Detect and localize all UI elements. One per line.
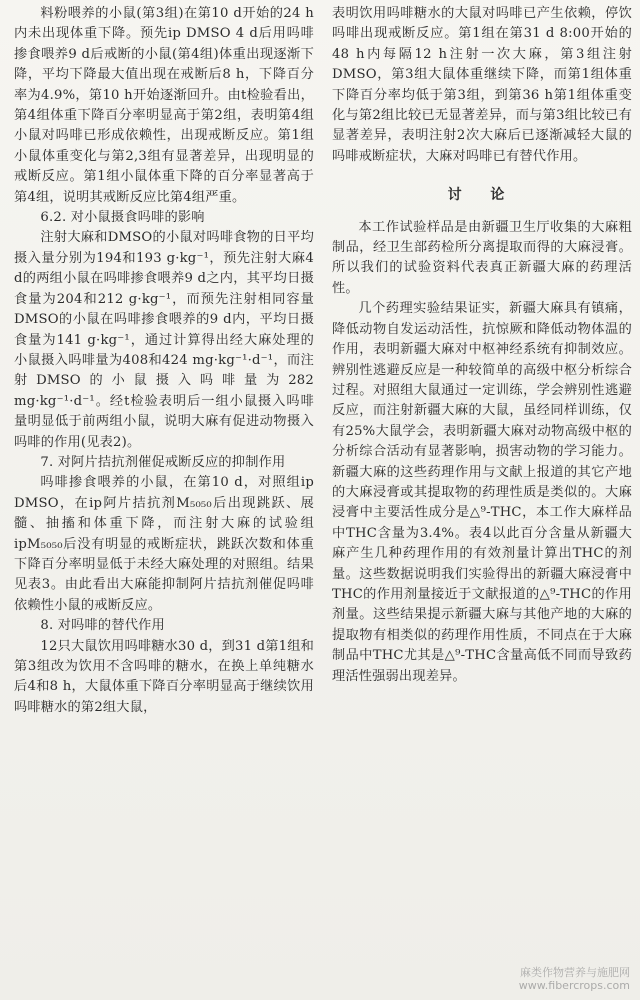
discussion-heading: 讨 论 (447, 187, 517, 204)
paragraph-sample-source: 本工作试验样品是由新疆卫生厅收集的大麻粗制品，经卫生部药检所分离提取而得的大麻浸膏。所以我们的试验资料代表真正新疆大麻的药理活性。 (332, 219, 632, 296)
watermark-url: www.fibercrops.com (518, 979, 630, 992)
paragraph-morphine-intake: 注射大麻和DMSO的小鼠对吗啡食物的日平均摄入量分别为194和193 g·kg⁻¹，预先注射大麻4 d的两组小鼠在吗啡掺食喂养9 d之内，其平均日摄食量为204和212 g·kg⁻¹，而预先注射相同容量DMSO的小鼠在吗啡掺食喂养的9 d内，平均日摄食量为141 g·kg⁻¹，通过计算得出经大麻处理的小鼠摄入吗啡量为408和424 mg·kg⁻¹·d⁻¹，而注射DMSO的小鼠摄入吗啡量为282 mg·kg⁻¹·d⁻¹。经t检验表明后一组小鼠摄入吗啡量明显低于前两组小鼠，说明大麻有促进动物摄入吗啡的作用(见表2)。 (14, 230, 314, 450)
paragraph-antagonist: 吗啡掺食喂养的小鼠，在第10 d，对照组ip DMSO，在ip阿片拮抗剂M₅₀₅₀后出现跳跃、展髓、抽搐和体重下降，而注射大麻的试验组ipM₅₀₅₀后没有明显的戒断症状，跳跃次数和体重下降百分率明显低于未经大麻处理的对照组。结果见表3。由此看出大麻能抑制阿片拮抗剂催促吗啡依赖性小鼠的戒断反应。 (14, 475, 314, 613)
paragraph-pharmacology: 几个药理实验结果证实，新疆大麻具有镇痛，降低动物自发运动活性，抗惊厥和降低动物体温的作用，表明新疆大麻对中枢神经系统有抑制效应。辨别性逃避反应是一种较简单的高级中枢分析综合过程。对照组大鼠通过一定训练，学会辨别性逃避反应，而注射新疆大麻的大鼠，虽经同样训练，仅有25%大鼠学会，表明新疆大麻对动物高级中枢的分析综合活动有显著影响，损害动物的学习能力。新疆大麻的这些药理作用与文献上报道的其它产地的大麻浸膏或其提取物的药理性质是类似的。大麻浸膏中主要活性成分是△⁹-THC，本工作大麻样品中THC含量为3.4%。表4以此百分含量从新疆大麻产生几种药理作用的有效剂量计算出THC的剂量。这些数据说明我们实验得出的新疆大麻浸膏中THC的作用剂量接近于文献报道的△⁹-THC的作用剂量。这些结果提示新疆大麻与其他产地的大麻的提取物有相类似的药理作用性质，不同点在于大麻制品中THC尤其是△⁹-THC含量高低不同而导致药理活性强弱出现差异。 (332, 301, 632, 684)
site-watermark (519, 966, 630, 992)
section-heading-8: 8. 对吗啡的替代作用 (40, 618, 165, 634)
paragraph-weight-results: 料粉喂养的小鼠(第3组)在第10 d开始的24 h内未出现体重下降。预先ip DMSO 4 d后用吗啡掺食喂养9 d后戒断的小鼠(第4组)体重出现逐渐下降，平均下降最大值出现在戒断后8 h，下降百分率为4.9%，第10 h开始逐渐回升。由t检验看出，第4组体重下降百分率明显高于第2组，表明第4组小鼠对吗啡已形成依赖性，出现戒断反应。第1组小鼠体重变化与第2,3组有显著差异，出现明显的戒断反应。第1组小鼠体重下降的百分率显著高于第4组，说明其戒断反应比第4组严重。 (14, 6, 314, 205)
section-heading-7: 7. 对阿片拮抗剂催促戒断反应的抑制作用 (40, 454, 286, 470)
paragraph-substitution: 12只大鼠饮用吗啡糖水30 d，到31 d第1组和第3组改为饮用不含吗啡的糖水，在换上单纯糖水后4和8 h，大鼠体重下降百分率明显高于继续饮用吗啡糖水的第2组大鼠， (14, 638, 315, 715)
right-column (332, 4, 632, 687)
section-heading-6-2: 6.2. 对小鼠摄食吗啡的影响 (40, 210, 205, 226)
paragraph-substitution-cont: 表明饮用吗啡糖水的大鼠对吗啡已产生依赖，停饮吗啡出现戒断反应。第1组在第31 d 8:00开始的48 h内每隔12 h注射一次大麻，第3组注射DMSO，第3组大鼠体重继续下降，而第1组体重下降百分率均低于第3组，到第36 h第1组体重变化与第2组比较已无显著差异，而与第3组比较已有显著差异，表明注射2次大麻后已逐渐减轻大鼠的吗啡戒断症状，大麻对吗啡已有替代作用。 (332, 6, 632, 164)
left-column (14, 4, 314, 718)
watermark-title: 麻类作物营养与施肥网 (520, 966, 630, 979)
